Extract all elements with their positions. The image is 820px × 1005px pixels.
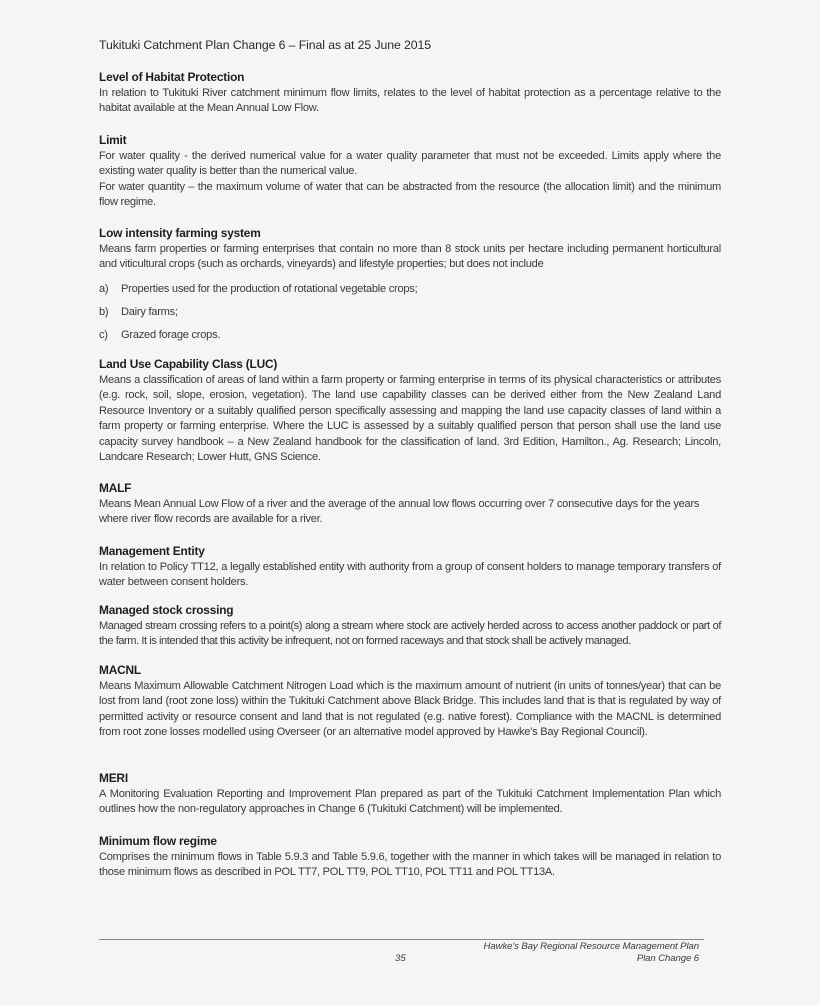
page-number: 35 [395,953,406,964]
definition-term: MALF [99,481,132,495]
list-text: Properties used for the production of rotational vegetable crops; [121,282,418,295]
definition-term: Managed stock crossing [99,603,234,617]
definition-term: MERI [99,771,128,785]
definition-managed-stock-crossing [99,603,721,650]
definition-minimum-flow-regime [99,834,721,881]
definition-text: Means a classification of areas of land within a farm property or farming enterprise in terms of its physical characteristics or attributes (e.g. rock, soil, slope, erosion, vegetation). The land use capability classes can be derived either from the New Zealand Land Resource Inventory or a suitably qualified person specifically assessing and mapping the land use capacity classes of land within a farm property or farming enterprise. Where the LUC is assessed by a suitably qualified person that person shall use the land use capacity survey handbook – a New Zealand handbook for the classification of land. 3rd Edition, Hamilton., Ag. Research; Lincoln, Landcare Research; Lower Hutt, GNS Science. [99,373,721,463]
definition-text: In relation to Tukituki River catchment minimum flow limits, relates to the level of habitat protection as a percentage relative to the habitat available at the Mean Annual Low Flow. [99,86,721,114]
footer-subtitle: Plan Change 6 [636,953,699,964]
definition-malf [99,481,721,528]
definition-low-intensity-farming-system [99,226,721,351]
running-header: Tukituki Catchment Plan Change 6 – Final as at 25 June 2015 [99,38,432,52]
definition-text: In relation to Policy TT12, a legally established entity with authority from a group of consent holders to manage temporary transfers of water between consent holders. [99,560,721,588]
definition-limit [99,133,721,211]
definition-text: For water quality - the derived numerical value for a water quality parameter that must not be exceeded. Limits apply where the existing water quality is better than the numerical value. [99,149,721,177]
definition-macnl [99,663,721,741]
definition-land-use-capability-class [99,357,721,466]
definition-text: A Monitoring Evaluation Reporting and Improvement Plan prepared as part of the Tukituki Catchment Implementation Plan which outlines how the non-regulatory approaches in Change 6 (Tukituki Catchment) will be implemented. [99,787,721,815]
list-text: Grazed forage crops. [121,328,221,341]
list-text: Dairy farms; [121,305,178,318]
definition-term: Limit [99,133,127,147]
definition-management-entity [99,544,721,591]
footer-divider [99,939,704,940]
definition-meri [99,771,721,818]
definition-text: Means Maximum Allowable Catchment Nitrogen Load which is the maximum amount of nutrient (in units of tonnes/year) that can be lost from land (root zone loss) within the Tukituki Catchment above Black Bridge. This includes land that is that is regulated by way of permitted activity or resource consent and land that is not regulated (e.g. native forest). Compliance with the MACNL is determined from root zone losses modelled using Overseer (or an alternative model approved by Hawke's Bay Regional Council). [99,679,721,738]
definition-term: Management Entity [99,544,205,558]
list-marker: a) [99,282,109,295]
definition-term: Land Use Capability Class (LUC) [99,357,278,371]
definition-text: Means Mean Annual Low Flow of a river and the average of the annual low flows occurring over 7 consecutive days for the years where river flow records are available for a river. [99,497,700,525]
running-footer [484,941,699,965]
list-marker: c) [99,328,108,341]
definition-text: Managed stream crossing refers to a point(s) along a stream where stock are actively herded across to access another paddock or part of the farm. It is intended that this activity be infrequent, not on formed raceways and that stock shall be actively managed. [99,619,721,647]
definition-text: For water quantity – the maximum volume of water that can be abstracted from the resource (the allocation limit) and the minimum flow regime. [99,180,721,208]
list-item [99,305,721,328]
definition-term: Low intensity farming system [99,226,261,240]
footer-document-title: Hawke's Bay Regional Resource Management Plan [483,941,699,952]
definition-level-of-habitat-protection [99,70,721,117]
definition-text: Means farm properties or farming enterprises that contain no more than 8 stock units per hectare including permanent horticultural and viticultural crops (such as orchards, vineyards) and lifestyle properties; but does not include [99,242,721,270]
definition-term: Minimum flow regime [99,834,217,848]
list-item [99,328,721,351]
definition-term: Level of Habitat Protection [99,70,245,84]
list-item [99,282,721,305]
definition-text: Comprises the minimum flows in Table 5.9.3 and Table 5.9.6, together with the manner in which takes will be managed in relation to those minimum flows as described in POL TT7, POL TT9, POL TT10, POL TT11 and POL TT13A. [99,850,721,878]
list-marker: b) [99,305,109,318]
definition-term: MACNL [99,663,141,677]
